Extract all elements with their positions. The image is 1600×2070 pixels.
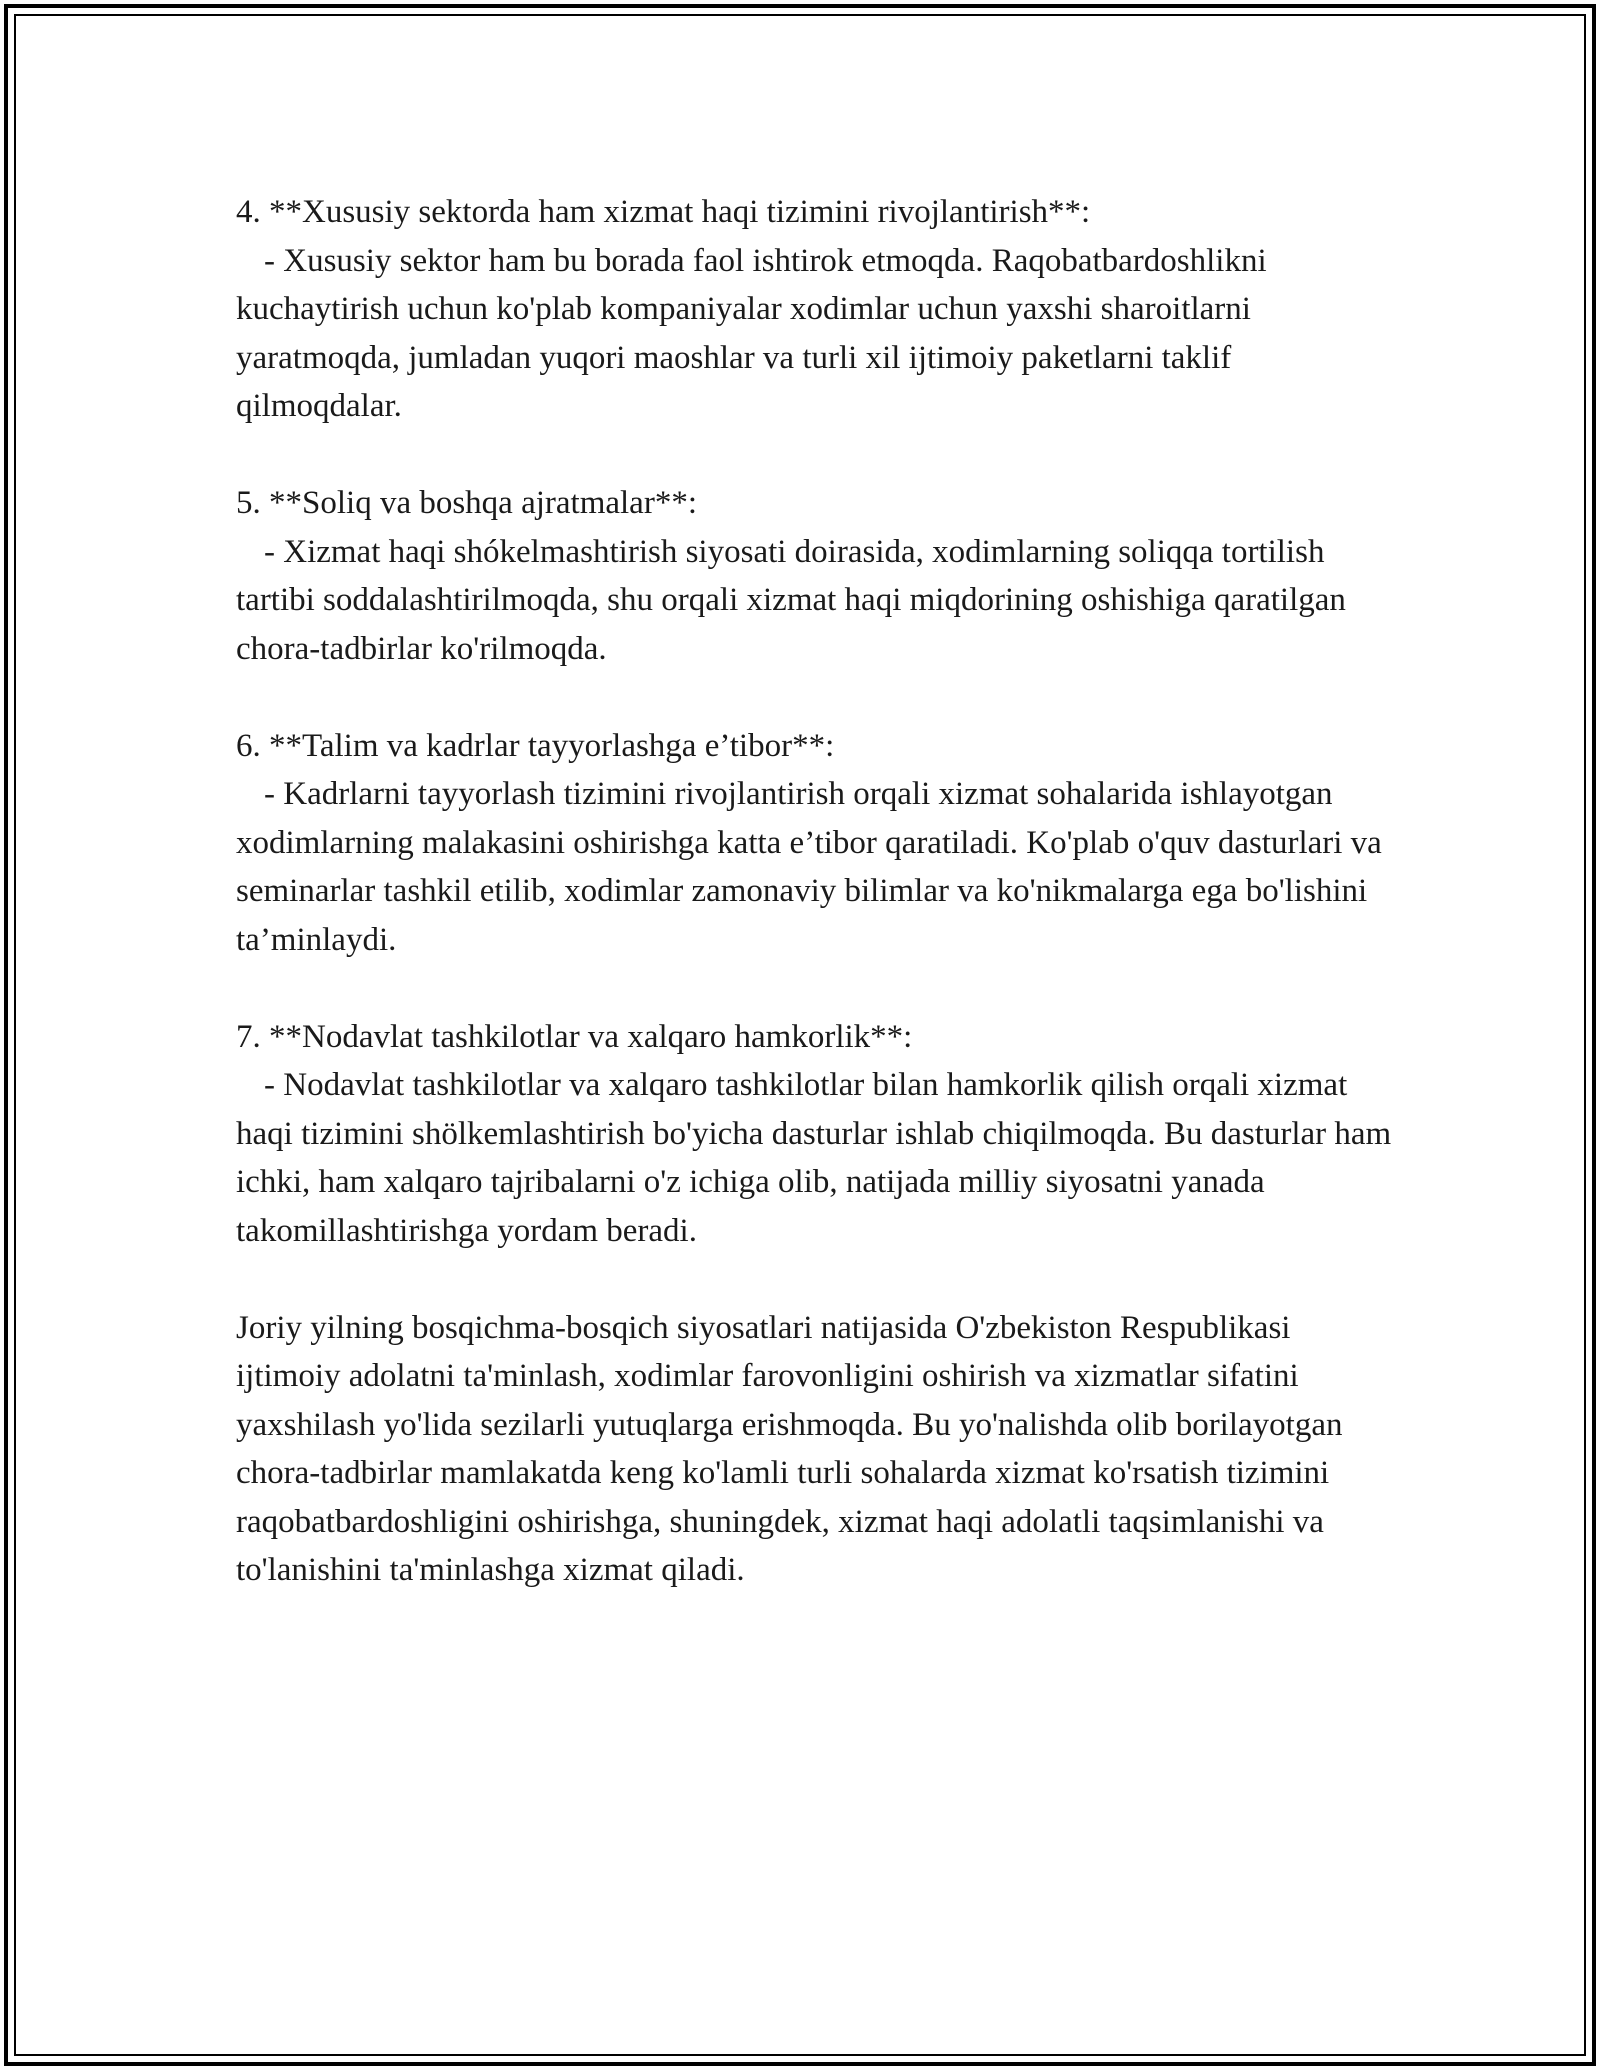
section-heading: 7. **Nodavlat tashkilotlar va xalqaro hamkorlik**: (236, 1018, 913, 1055)
section-paragraph: - Xususiy sektor ham bu borada faol ishtirok etmoqda. Raqobatbardoshlikni kuchaytirish uchun ko'plab kompaniyalar xodimlar uchun yaxshi sharoitlarni yaratmoqda, jumladan yuqori maoshlar va turli xil ijtimoiy paketlarni taklif qilmoqdalar. (236, 242, 1275, 424)
section-heading: 5. **Soliq va boshqa ajratmalar**: (236, 485, 697, 521)
section-7 (236, 1013, 1400, 1256)
section-paragraph: - Nodavlat tashkilotlar va xalqaro tashkilotlar bilan hamkorlik qilish orqali xizmat haqi tizimini shölkemlashtirish bo'yicha dasturlar ishlab chiqilmoqda. Bu dasturlar ham ichki, ham xalqaro tajribalarni o'z ichiga olib, natijada milliy siyosatni yanada takomillashtirishga yordam beradi. (236, 1067, 1400, 1249)
section-heading: 4. **Xususiy sektorda ham xizmat haqi tizimini rivojlantirish**: (236, 194, 1091, 230)
conclusion-paragraph: Joriy yilning bosqichma-bosqich siyosatlari natijasida O'zbekiston Respublikasi ijtimoiy adolatni ta'minlash, xodimlar farovonligini oshirish va xizmatlar sifatini yaxshilash yo'lida sezilarli yutuqlarga erishmoqda. Bu yo'nalishda olib borilayotgan chora-tadbirlar mamlakatda keng ko'lamli turli sohalarda xizmat ko'rsatish tizimini raqobatbardoshligini oshirishga, shuningdek, xizmat haqi adolatli taqsimlanishi va to'lanishini ta'minlashga xizmat qiladi. (236, 1309, 1351, 1588)
section-paragraph: - Xizmat haqi shókelmashtirish siyosati doirasida, xodimlarning soliqqa tortilish tartibi soddalashtirilmoqda, shu orqali xizmat haqi miqdorining oshishiga qaratilgan chora-tadbirlar ko'rilmoqda. (236, 533, 1355, 667)
section-paragraph: - Kadrlarni tayyorlash tizimini rivojlantirish orqali xizmat sohalarida ishlayotgan xodimlarning malakasini oshirishga katta e’tibor qaratiladi. Ko'plab o'quv dasturlari va seminarlar tashkil etilib, xodimlar zamonaviy bilimlar va ko'nikmalarga ega bo'lishini ta’minlaydi. (236, 776, 1391, 958)
document-body (236, 188, 1400, 1595)
section-5 (236, 479, 1396, 673)
section-4 (236, 188, 1396, 431)
section-heading: 6. **Talim va kadrlar tayyorlashga e’tibor**: (236, 727, 835, 764)
section-6 (236, 722, 1396, 965)
